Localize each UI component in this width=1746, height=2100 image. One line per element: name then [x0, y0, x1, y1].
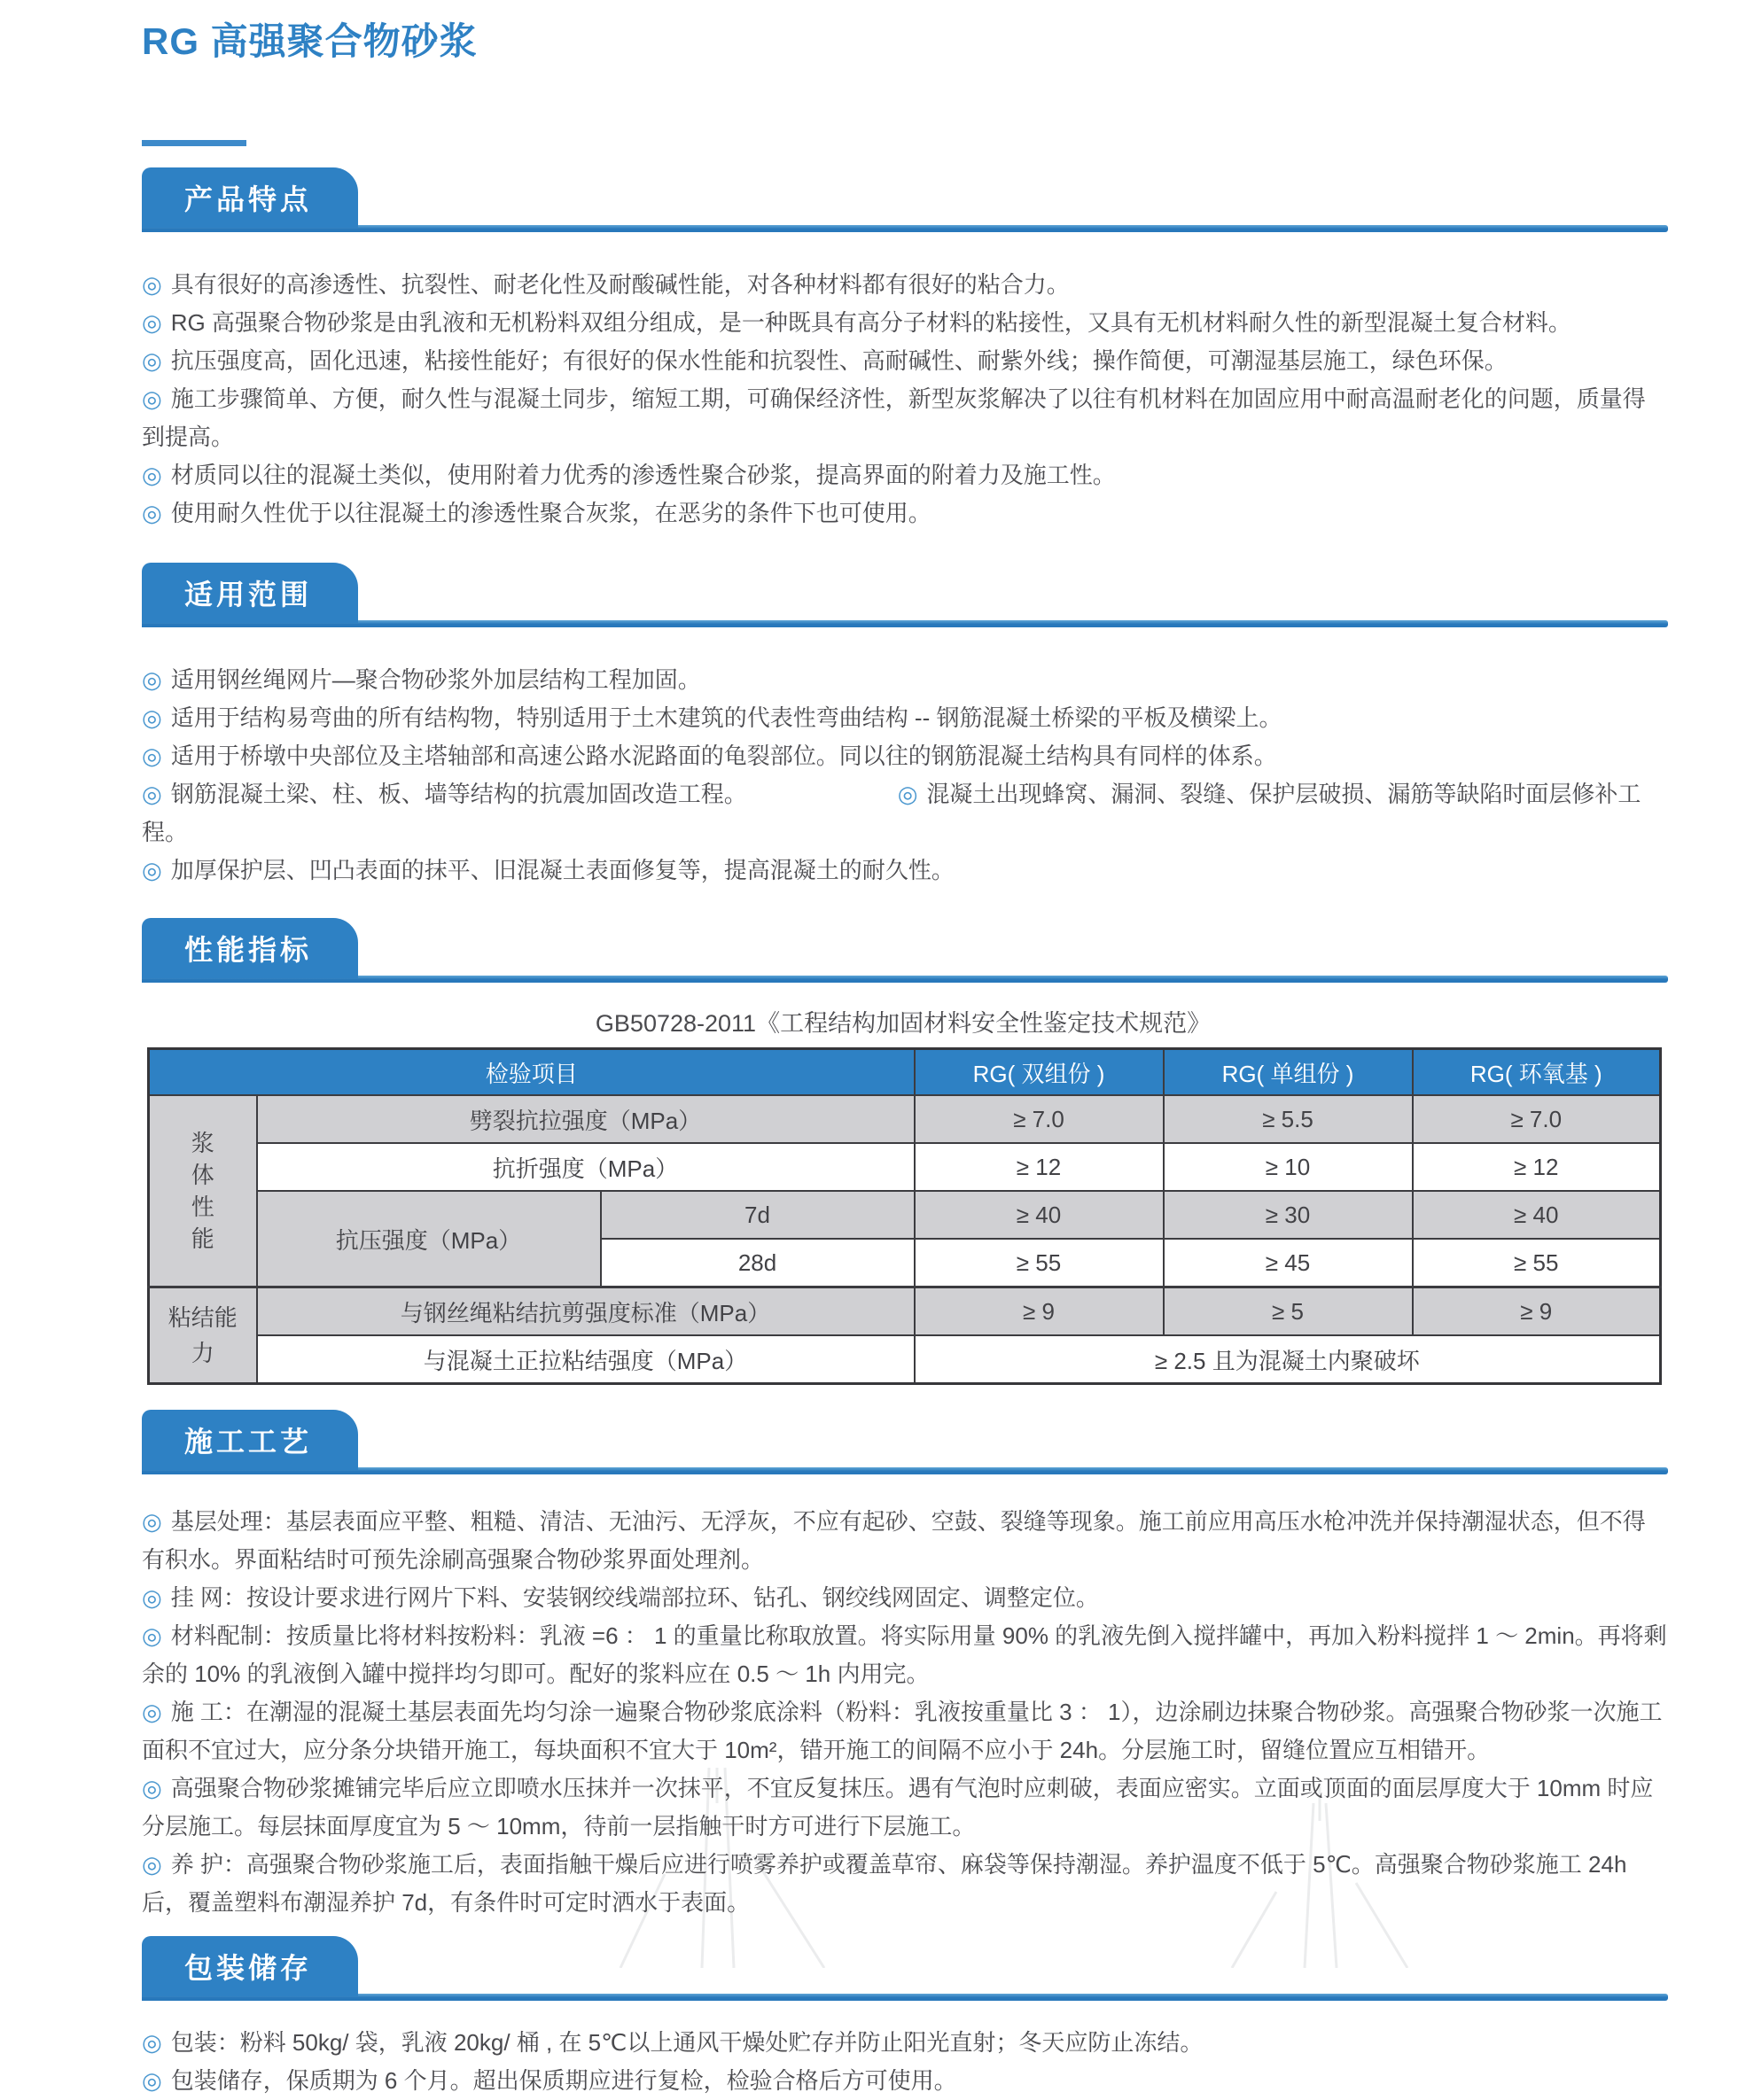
bullet-icon: ◎ [142, 2029, 162, 2056]
col-header-rg-two-part: RG( 双组份 ) [915, 1049, 1164, 1096]
row-name: 与混凝土正拉粘结强度（MPa） [257, 1335, 915, 1384]
bullet-text: 施 工：在潮湿的混凝土基层表面先均匀涂一遍聚合物砂浆底涂料（粉料：乳液按重量比 3 ： 1），边涂刷边抹聚合物砂浆。高强聚合物砂浆一次施工面积不宜过大，应分条分块错开施工，每块面积不宜大于 10m²，错开施工的间隔不应小于 24h。分层施工时，留缝位置应互相错开。 [142, 1699, 1663, 1763]
bullet-text: 具有很好的高渗透性、抗裂性、耐老化性及耐酸碱性能，对各种材料都有很好的粘合力。 [170, 271, 1070, 298]
list-item [142, 699, 1668, 737]
packaging-bullet-list [142, 2001, 1668, 2100]
section-rule [142, 225, 1668, 232]
table-row [149, 1287, 1661, 1336]
list-item [142, 1579, 1668, 1617]
section-header-features [142, 167, 1668, 232]
section-tab-scope [142, 563, 358, 623]
bullet-text: 施工步骤简单、方便，耐久性与混凝土同步，缩短工期，可确保经济性，新型灰浆解决了以往有机材料在加固应用中耐高温耐老化的问题，质量得到提高。 [142, 385, 1646, 450]
list-item [142, 266, 1668, 304]
list-item [142, 456, 1668, 494]
list-item-pair [142, 775, 1668, 852]
row-name: 与钢丝绳粘结抗剪强度标准（MPa） [257, 1287, 915, 1336]
row-name: 劈裂抗拉强度（MPa） [257, 1095, 915, 1143]
list-item [142, 1617, 1668, 1693]
section-tab-features [142, 167, 358, 228]
bullet-text: 抗压强度高，固化迅速，粘接性能好；有很好的保水性能和抗裂性、高耐碱性、耐紫外线；操作简便，可潮湿基层施工，绿色环保。 [170, 347, 1508, 374]
col-header-rg-one-part: RG( 单组份 ) [1164, 1049, 1413, 1096]
list-item [142, 661, 1668, 699]
list-item [142, 342, 1668, 380]
section-heading: 产品特点 [184, 183, 313, 215]
bullet-icon: ◎ [142, 666, 162, 693]
section-heading: 包装储存 [184, 1952, 313, 1984]
section-tab-performance [142, 918, 358, 978]
bullet-icon: ◎ [142, 1851, 162, 1878]
cell-value: ≥ 12 [915, 1143, 1164, 1191]
cell-value: ≥ 5 [1164, 1287, 1413, 1336]
section-rule [142, 1994, 1668, 2001]
table-header-row [149, 1049, 1661, 1096]
bullet-icon: ◎ [142, 385, 162, 412]
bullet-icon: ◎ [142, 1584, 162, 1611]
list-item [142, 1769, 1668, 1846]
row-name: 抗压强度（MPa） [257, 1191, 601, 1287]
row-group-bond [149, 1287, 257, 1384]
cell-sub: 7d [601, 1191, 915, 1239]
bullet-text: 高强聚合物砂浆摊铺完毕后应立即喷水压抹并一次抹平，不宜反复抹压。遇有气泡时应刺破，表面应密实。立面或顶面的面层厚度大于 10mm 时应分层施工。每层抹面厚度宜为 5 ～ 10mm，待前一层指触干时方可进行下层施工。 [142, 1775, 1654, 1839]
cell-value: ≥ 30 [1164, 1191, 1413, 1239]
bullet-icon: ◎ [142, 704, 162, 731]
bullet-text: RG 高强聚合物砂浆是由乳液和无机粉料双组分组成，是一种既具有高分子材料的粘接性，又具有无机材料耐久性的新型混凝土复合材料。 [170, 309, 1571, 336]
section-header-process [142, 1410, 1668, 1474]
cell-value: ≥ 40 [1413, 1191, 1661, 1239]
bullet-icon: ◎ [142, 309, 162, 336]
bullet-text: 挂 网：按设计要求进行网片下料、安装钢绞线端部拉环、钻孔、钢绞线网固定、调整定位。 [170, 1584, 1099, 1611]
list-item [142, 2024, 1668, 2062]
bullet-icon: ◎ [142, 1775, 162, 1801]
table-row [149, 1095, 1661, 1143]
table-row [149, 1143, 1661, 1191]
cell-value: ≥ 7.0 [1413, 1095, 1661, 1143]
list-item [142, 2062, 1668, 2100]
section-packaging [142, 1936, 1668, 2100]
col-header-item: 检验项目 [149, 1049, 915, 1096]
bullet-text: 包装储存，保质期为 6 个月。超出保质期应进行复检，检验合格后方可使用。 [170, 2067, 957, 2094]
section-heading: 性能指标 [184, 934, 313, 966]
cell-value: ≥ 12 [1413, 1143, 1661, 1191]
list-item [142, 852, 1668, 890]
bullet-icon: ◎ [142, 271, 162, 298]
cell-value: ≥ 10 [1164, 1143, 1413, 1191]
section-rule [142, 976, 1668, 983]
process-bullet-list [142, 1474, 1668, 1922]
section-rule [142, 620, 1668, 627]
bullet-icon: ◎ [142, 347, 162, 374]
list-item [142, 737, 1668, 775]
col-header-rg-epoxy: RG( 环氧基 ) [1413, 1049, 1661, 1096]
section-features [142, 167, 1668, 533]
section-heading: 适用范围 [184, 579, 313, 611]
cell-value: ≥ 45 [1164, 1239, 1413, 1287]
table-row [149, 1191, 1661, 1239]
bullet-text: 养 护：高强聚合物砂浆施工后，表面指触干燥后应进行喷雾养护或覆盖草帘、麻袋等保持潮湿。养护温度不低于 5℃。高强聚合物砂浆施工 24h 后，覆盖塑料布潮湿养护 7d，有条件时可定时洒水于表面。 [142, 1851, 1627, 1916]
bullet-text: 加厚保护层、凹凸表面的抹平、旧混凝土表面修复等，提高混凝土的耐久性。 [170, 857, 955, 883]
list-item [142, 380, 1668, 456]
bullet-text: 混凝土出现蜂窝、漏洞、裂缝、保护层破损、漏筋等缺陷时面层修补工程。 [142, 781, 1641, 845]
cell-value: ≥ 9 [1413, 1287, 1661, 1336]
bullet-text: 包装：粉料 50kg/ 袋，乳液 20kg/ 桶 , 在 5℃以上通风干燥处贮存并防止阳光直射；冬天应防止冻结。 [170, 2029, 1204, 2056]
cell-value: ≥ 5.5 [1164, 1095, 1413, 1143]
scope-bullet-list [142, 627, 1668, 890]
bullet-icon: ◎ [142, 1699, 162, 1725]
section-rule [142, 1467, 1668, 1474]
bullet-icon: ◎ [142, 2067, 162, 2094]
section-tab-process [142, 1410, 358, 1470]
bullet-text: 钢筋混凝土梁、柱、板、墙等结构的抗震加固改造工程。 [170, 781, 747, 807]
cell-value-span: ≥ 2.5 且为混凝土内聚破坏 [915, 1335, 1661, 1384]
section-performance [142, 918, 1668, 1385]
table-row [149, 1335, 1661, 1384]
bullet-text: 基层处理：基层表面应平整、粗糙、清洁、无油污、无浮灰，不应有起砂、空鼓、裂缝等现象。施工前应用高压水枪冲洗并保持潮湿状态，但不得有积水。界面粘结时可预先涂刷高强聚合物砂浆界面处理剂。 [142, 1508, 1646, 1573]
row-name: 抗折强度（MPa） [257, 1143, 915, 1191]
list-item [142, 1693, 1668, 1769]
bullet-icon: ◎ [897, 781, 918, 807]
bullet-text: 适用钢丝绳网片—聚合物砂浆外加层结构工程加固。 [170, 666, 701, 693]
bullet-icon: ◎ [142, 500, 162, 526]
section-scope [142, 563, 1668, 890]
list-item [142, 1846, 1668, 1922]
list-item [142, 304, 1668, 342]
bullet-icon: ◎ [142, 781, 162, 807]
bullet-text: 适用于桥墩中央部位及主塔轴部和高速公路水泥路面的龟裂部位。同以往的钢筋混凝土结构具有同样的体系。 [170, 743, 1277, 769]
section-header-performance [142, 918, 1668, 983]
performance-table [147, 1047, 1662, 1385]
cell-value: ≥ 9 [915, 1287, 1164, 1336]
bullet-text: 材料配制：按质量比将材料按粉料：乳液 =6 ： 1 的重量比称取放置。将实际用量 90% 的乳液先倒入搅拌罐中，再加入粉料搅拌 1 ～ 2min。再将剩余的 10% 的乳液倒入罐中搅拌均匀即可。配好的浆料应在 0.5 ～ 1h 内用完。 [142, 1622, 1667, 1687]
features-bullet-list [142, 232, 1668, 533]
bullet-icon: ◎ [142, 1508, 162, 1535]
bullet-text: 使用耐久性优于以往混凝土的渗透性聚合灰浆，在恶劣的条件下也可使用。 [170, 500, 931, 526]
page-title: RG 高强聚合物砂浆 [142, 20, 478, 62]
bullet-icon: ◎ [142, 462, 162, 488]
cell-value: ≥ 7.0 [915, 1095, 1164, 1143]
section-header-scope [142, 563, 1668, 627]
bullet-text: 材质同以往的混凝土类似，使用附着力优秀的渗透性聚合砂浆，提高界面的附着力及施工性。 [170, 462, 1116, 488]
bullet-text: 适用于结构易弯曲的所有结构物，特别适用于土木建筑的代表性弯曲结构 -- 钢筋混凝土桥梁的平板及横梁上。 [170, 704, 1282, 731]
section-tab-packaging [142, 1936, 358, 1996]
section-heading: 施工工艺 [184, 1426, 313, 1458]
section-header-packaging [142, 1936, 1668, 2001]
row-group-slurry [149, 1095, 257, 1287]
cell-sub: 28d [601, 1239, 915, 1287]
cell-value: ≥ 55 [915, 1239, 1164, 1287]
list-item [142, 494, 1668, 533]
group-label: 粘结能力 [168, 1304, 238, 1366]
performance-table-wrap [147, 1004, 1659, 1385]
cell-value: ≥ 55 [1413, 1239, 1661, 1287]
bullet-icon: ◎ [142, 857, 162, 883]
list-item [142, 1503, 1668, 1579]
table-caption: GB50728-2011《工程结构加固材料安全性鉴定技术规范》 [595, 1010, 1212, 1037]
bullet-icon: ◎ [142, 743, 162, 769]
section-process [142, 1410, 1668, 1922]
cell-value: ≥ 40 [915, 1191, 1164, 1239]
bullet-icon: ◎ [142, 1622, 162, 1649]
group-label: 浆体性能 [191, 1130, 214, 1252]
title-underline [142, 140, 246, 146]
